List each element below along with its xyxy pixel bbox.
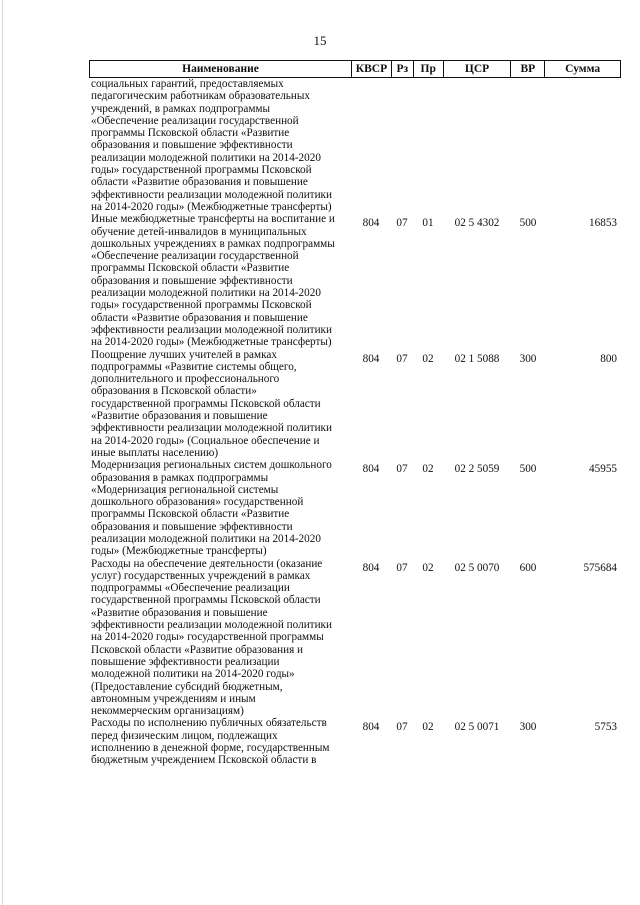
row-csr: 02 1 5088	[454, 352, 500, 365]
row-rz: 07	[396, 352, 408, 365]
row-rz: 07	[396, 463, 408, 476]
row-kvsr: 804	[362, 561, 380, 574]
row-sum: 16853	[589, 217, 617, 230]
row-kvsr	[351, 78, 391, 213]
scan-edge-line	[2, 0, 3, 905]
header-rz: Рз	[391, 61, 413, 77]
page-number: 15	[313, 33, 327, 48]
row-csr: 02 5 4302	[454, 217, 500, 230]
row-kvsr: 804	[362, 463, 380, 476]
row-sum	[545, 78, 621, 213]
row-sum: 800	[600, 352, 617, 365]
header-kvsr: КВСР	[351, 61, 391, 77]
row-sum: 45955	[589, 463, 617, 476]
row-rz: 07	[396, 217, 408, 230]
row-sum: 575684	[583, 561, 617, 574]
row-vr	[511, 78, 545, 213]
table-header-row	[89, 60, 621, 78]
table-row	[89, 349, 621, 460]
row-name: Поощрение лучших учителей в рамках подпрограммы «Развитие системы общего, дополнительного и профессионального образования в Псковской области» государственной программы Псковской области «Развитие образования и повышение эффективности реализации молодежной политики на 2014-2020 годы» (Социальное обеспечение и иные выплаты населению)	[91, 348, 332, 459]
row-rz: 07	[396, 721, 408, 734]
header-csr: ЦСР	[443, 61, 511, 77]
table-row	[89, 78, 621, 213]
row-kvsr: 804	[362, 217, 380, 230]
row-pr: 01	[422, 217, 434, 230]
row-csr	[443, 78, 511, 213]
table-row	[89, 459, 621, 557]
row-vr: 500	[519, 463, 537, 476]
row-pr: 02	[422, 463, 434, 476]
row-vr: 300	[519, 721, 537, 734]
row-name: Расходы по исполнению публичных обязательств перед физическим лицом, подлежащих исполнению в денежной форме, государственным бюджетным учреждением Псковской области в	[91, 717, 330, 767]
row-sum: 5753	[594, 721, 617, 734]
row-vr: 500	[519, 217, 537, 230]
header-name: Наименование	[182, 63, 259, 75]
row-csr: 02 2 5059	[454, 463, 500, 476]
table-row	[89, 717, 621, 766]
row-kvsr: 804	[362, 721, 380, 734]
table-row	[89, 213, 621, 348]
header-vr: ВР	[510, 61, 544, 77]
header-sum: Сумма	[544, 61, 620, 77]
row-name: Модернизация региональных систем дошкольного образования в рамках подпрограммы «Модернизация региональной системы дошкольного образования» государственной программы Псковской области «Развитие образования и повышение эффективности реализации молодежной политики на 2014-2020 годы» (Межбюджетные трансферты)	[91, 459, 332, 558]
row-pr: 02	[422, 352, 434, 365]
row-vr: 300	[519, 352, 537, 365]
row-pr: 02	[422, 721, 434, 734]
row-pr	[413, 78, 443, 213]
budget-table	[89, 60, 621, 767]
row-rz	[391, 78, 413, 213]
row-vr: 600	[519, 561, 537, 574]
table-row	[89, 558, 621, 718]
row-csr: 02 5 0070	[454, 561, 500, 574]
row-name: Расходы на обеспечение деятельности (оказание услуг) государственных учреждений в рамках подпрограммы «Обеспечение реализации государственной программы Псковской области «Развитие образования и повышение эффективности реализации молодежной политики на 2014-2020 годы» государственной программы Псковской области «Развитие образования и повышение эффективности реализации молодежной политики на 2014-2020 годы» (Предоставление субсидий бюджетным, автономным учреждениям и иным некоммерческим организациям)	[91, 557, 332, 718]
row-pr: 02	[422, 561, 434, 574]
row-name: Иные межбюджетные трансферты на воспитание и обучение детей-инвалидов в муниципальных дошкольных учреждениях в рамках подпрограммы «Обеспечение реализации государственной программы Псковской области «Развитие образования и повышение эффективности реализации молодежной политики на 2014-2020 годы» государственной программы Псковской области «Развитие образования и повышение эффективности реализации молодежной политики на 2014-2020 годы» (Межбюджетные трансферты)	[91, 213, 335, 349]
row-kvsr: 804	[362, 352, 380, 365]
row-csr: 02 5 0071	[454, 721, 500, 734]
header-pr: Пр	[413, 61, 443, 77]
row-rz: 07	[396, 561, 408, 574]
row-name: социальных гарантий, предоставляемых педагогическим работникам образовательных учреждений, в рамках подпрограммы «Обеспечение реализации государственной программы Псковской области «Развитие образования и повышение эффективности реализации молодежной политики на 2014-2020 годы» государственной программы Псковской области «Развитие образования и повышение эффективности реализации молодежной политики на 2014-2020 годы» (Межбюджетные трансферты)	[91, 78, 332, 213]
